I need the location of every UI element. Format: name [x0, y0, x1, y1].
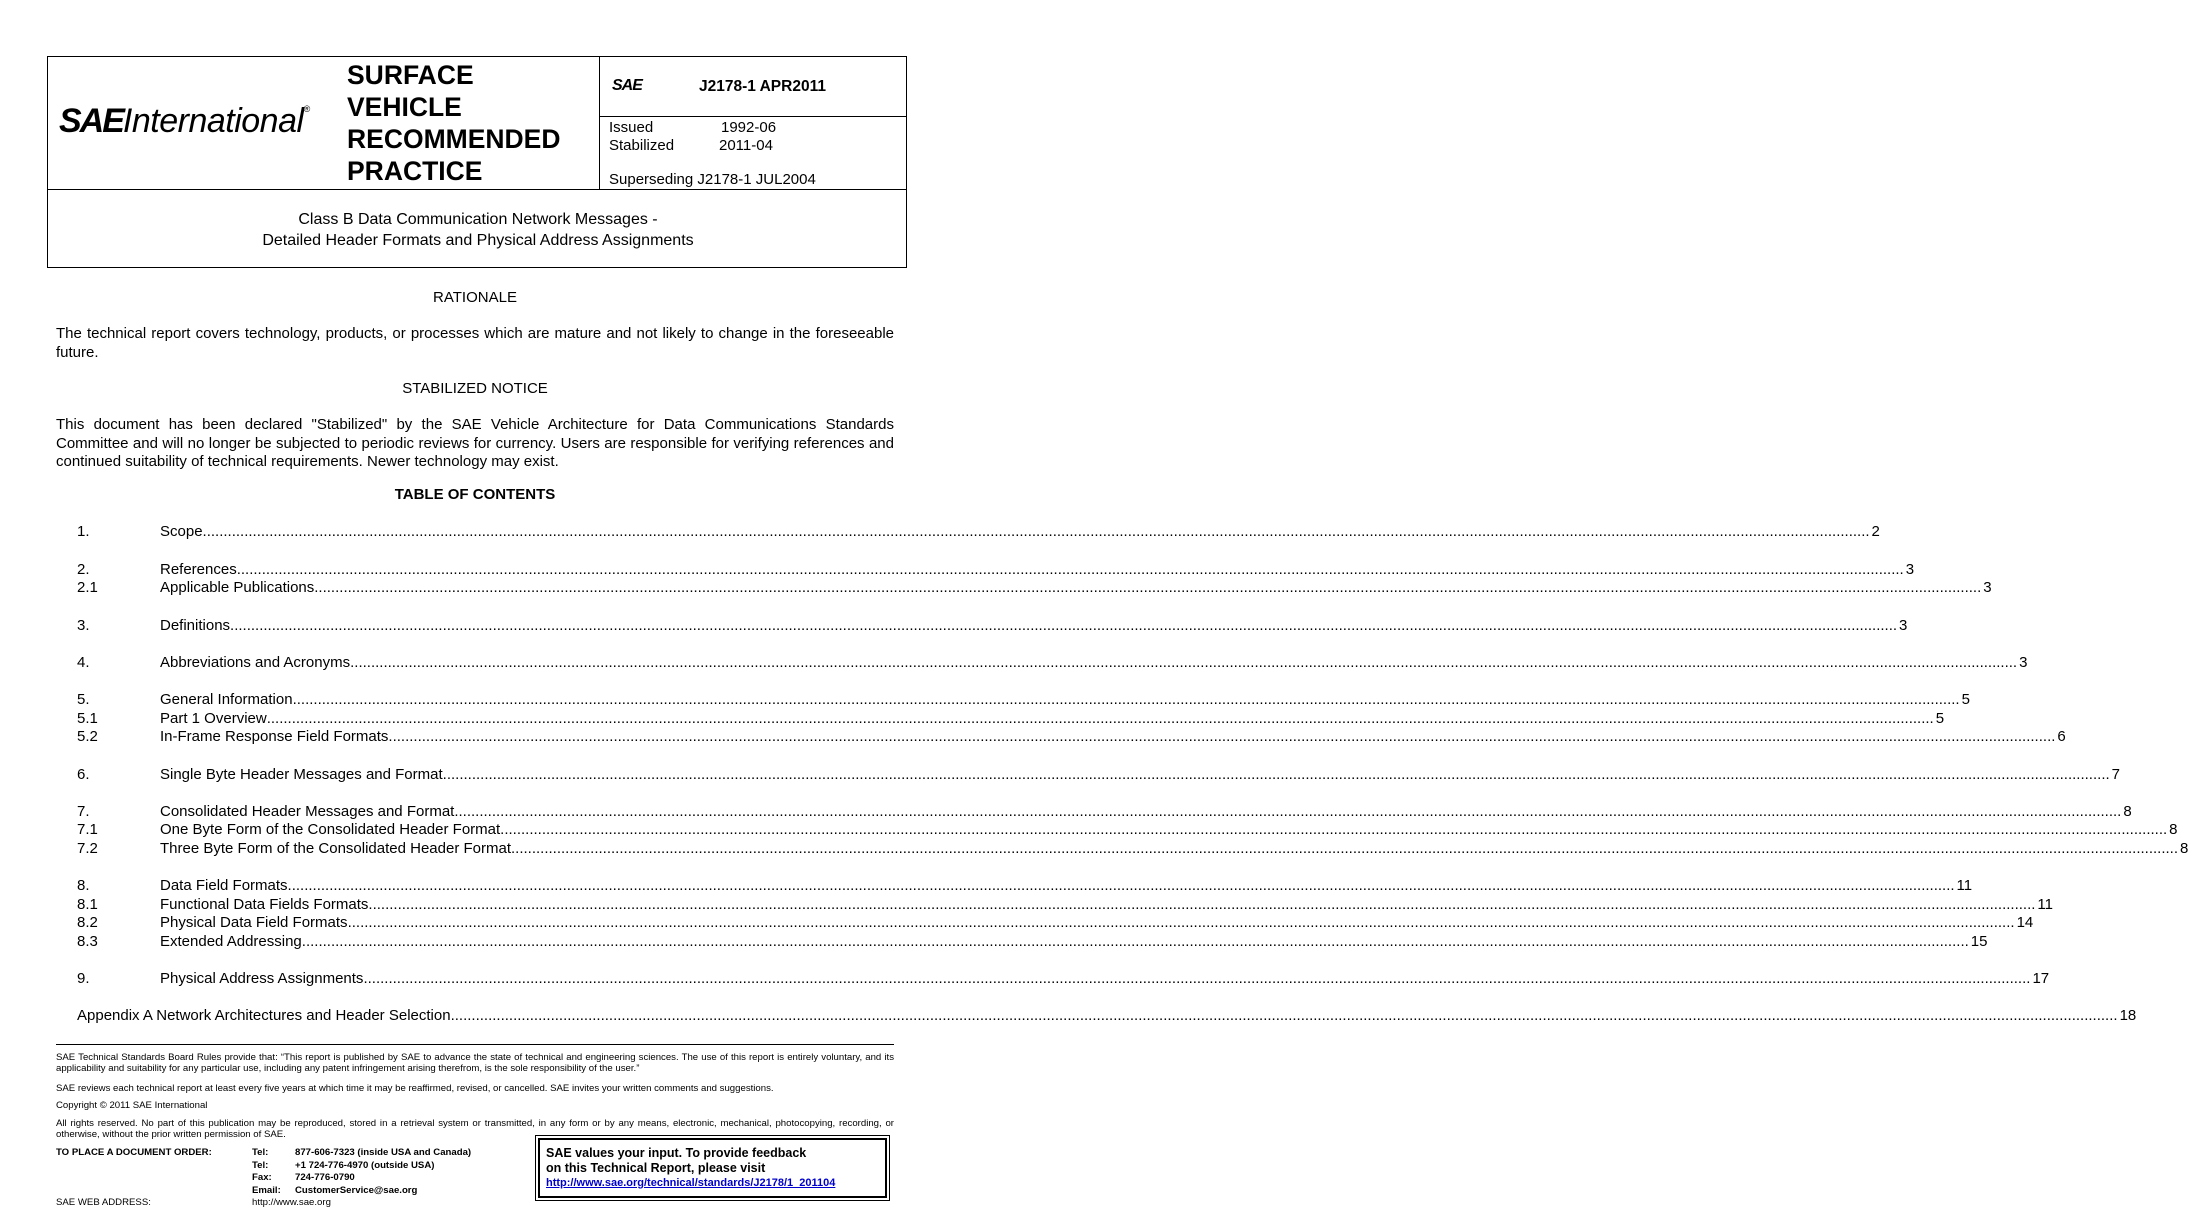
toc-title: Part 1 Overview	[160, 710, 267, 727]
toc-leader: ................................................................................................................................................................................................................................................................................................................................................................................................................	[287, 877, 1955, 894]
toc-entry[interactable]	[77, 523, 1880, 542]
toc-number: 5.1	[77, 710, 98, 727]
toc-title: Physical Address Assignments	[160, 970, 364, 987]
toc-page: 3	[2019, 654, 2028, 671]
toc-leader: ................................................................................................................................................................................................................................................................................................................................................................................................................	[450, 1007, 2118, 1024]
footer-rights: All rights reserved. No part of this publication may be reproduced, stored in a retrieval system or transmitted, in any form or by any means, electronic, mechanical, photocopying, recording, or otherwise, without the prior written permission of SAE.	[56, 1118, 894, 1140]
toc-number: 8.1	[77, 896, 98, 913]
toc-leader: ................................................................................................................................................................................................................................................................................................................................................................................................................	[442, 766, 2110, 783]
toc-title: Extended Addressing	[160, 933, 302, 950]
toc-heading: TABLE OF CONTENTS	[394, 486, 556, 503]
toc-leader: ................................................................................................................................................................................................................................................................................................................................................................................................................	[511, 840, 2178, 857]
toc-number: 7.	[77, 803, 90, 820]
footer-reviews: SAE reviews each technical report at least every five years at which time it may be reaffirmed, revised, or cancelled. SAE invites your written comments and suggestions.	[56, 1083, 774, 1094]
stabilized-label: Stabilized	[609, 137, 675, 154]
toc-title: Appendix A Network Architectures and Header Selection	[77, 1007, 451, 1024]
toc-title: Scope	[160, 523, 203, 540]
rationale-heading: RATIONALE	[433, 289, 517, 306]
stabilized-notice-heading: STABILIZED NOTICE	[402, 380, 548, 397]
tel-label: Tel:	[252, 1147, 269, 1158]
toc-title: Single Byte Header Messages and Format	[160, 766, 443, 783]
logo-international: International	[122, 102, 304, 140]
feedback-line1: SAE values your input. To provide feedback	[546, 1146, 807, 1160]
toc-number: 6.	[77, 766, 90, 783]
footer-separator	[56, 1044, 894, 1045]
toc-entry[interactable]	[77, 579, 1992, 598]
toc-entry[interactable]	[77, 970, 2050, 989]
toc-title: General Information	[160, 691, 293, 708]
rationale-body: The technical report covers technology, products, or processes which are mature and not likely to change in the foreseeable future.	[56, 325, 894, 361]
toc-leader: ................................................................................................................................................................................................................................................................................................................................................................................................................	[292, 691, 1960, 708]
issued-label: Issued	[609, 119, 654, 136]
toc-leader: ................................................................................................................................................................................................................................................................................................................................................................................................................	[347, 914, 2015, 931]
toc-leader: ................................................................................................................................................................................................................................................................................................................................................................................................................	[350, 654, 2018, 671]
feedback-link[interactable]: http://www.sae.org/technical/standards/J2178/1_201104	[546, 1177, 836, 1189]
feedback-box	[535, 1135, 890, 1201]
toc-leader: ................................................................................................................................................................................................................................................................................................................................................................................................................	[301, 933, 1969, 950]
toc-leader: ................................................................................................................................................................................................................................................................................................................................................................................................................	[368, 896, 2036, 913]
document-type: SURFACE VEHICLE RECOMMENDED PRACTICE	[347, 60, 561, 186]
tel-inside[interactable]: 877-606-7323 (inside USA and Canada)	[295, 1147, 472, 1158]
toc-leader: ................................................................................................................................................................................................................................................................................................................................................................................................................	[266, 710, 1934, 727]
tel-label-2: Tel:	[252, 1160, 269, 1171]
toc-leader: ................................................................................................................................................................................................................................................................................................................................................................................................................	[500, 821, 2168, 838]
toc-page: 2	[1871, 523, 1880, 540]
toc-leader: ................................................................................................................................................................................................................................................................................................................................................................................................................	[363, 970, 2031, 987]
toc-title: Three Byte Form of the Consolidated Header Format	[160, 840, 511, 857]
toc-title: Abbreviations and Acronyms	[160, 654, 351, 671]
document-number: J2178-1 APR2011	[699, 78, 826, 95]
toc-entry[interactable]	[77, 933, 1988, 952]
document-title-line1: Class B Data Communication Network Messages -	[298, 211, 658, 228]
toc-entry[interactable]	[77, 561, 1915, 580]
toc-title: In-Frame Response Field Formats	[160, 728, 389, 745]
stabilized-notice-body: This document has been declared "Stabilized" by the SAE Vehicle Architecture for Data Communications Standards Committee and will no longer be subjected to periodic reviews for currency. Users are responsible for verifying references and continued suitability of technical requirements. Newer technology may exist.	[56, 416, 894, 470]
document-title-line2: Detailed Header Formats and Physical Address Assignments	[262, 232, 694, 249]
toc-page: 5	[1961, 691, 1970, 708]
toc-entry[interactable]	[77, 896, 2053, 915]
web-link[interactable]: http://www.sae.org	[252, 1197, 331, 1208]
toc-page: 17	[2032, 970, 2050, 987]
fax-label: Fax:	[252, 1172, 272, 1183]
feedback-line2: on this Technical Report, please visit	[546, 1161, 766, 1175]
toc-page: 11	[2037, 896, 2053, 913]
issued-value: 1992-06	[721, 119, 777, 136]
logo-sae: SAE	[59, 102, 123, 140]
toc-entry[interactable]	[77, 803, 2132, 822]
footer-copyright: Copyright © 2011 SAE International	[56, 1100, 208, 1111]
toc-number: 2.1	[77, 579, 98, 596]
toc-title: Consolidated Header Messages and Format	[160, 803, 455, 820]
toc-number: 2.	[77, 561, 90, 578]
toc-entry[interactable]	[77, 766, 2120, 785]
toc-entry[interactable]	[77, 821, 2178, 840]
toc-title: One Byte Form of the Consolidated Header Format	[160, 821, 501, 838]
toc-number: 5.2	[77, 728, 98, 745]
toc-page: 18	[2119, 1007, 2137, 1024]
email-link[interactable]: CustomerService@sae.org	[295, 1185, 418, 1196]
toc-page: 8	[2180, 840, 2188, 857]
toc-page: 8	[2123, 803, 2132, 820]
toc-number: 3.	[77, 617, 90, 634]
logo-registered-mark: ®	[303, 104, 310, 114]
toc-title: Definitions	[160, 617, 231, 634]
toc-page: 3	[1983, 579, 1992, 596]
toc-entry-appendix[interactable]	[77, 1007, 2137, 1026]
toc-leader: ................................................................................................................................................................................................................................................................................................................................................................................................................	[236, 561, 1904, 578]
toc-entry[interactable]	[77, 914, 2034, 933]
toc-number: 1.	[77, 523, 90, 540]
web-label: SAE WEB ADDRESS:	[56, 1197, 151, 1208]
toc-page: 3	[1899, 617, 1908, 634]
toc-entry[interactable]	[77, 728, 2066, 747]
toc-entry[interactable]	[77, 654, 2028, 673]
toc-leader: ................................................................................................................................................................................................................................................................................................................................................................................................................	[230, 617, 1898, 634]
toc-page: 5	[1935, 710, 1945, 727]
toc-leader: ................................................................................................................................................................................................................................................................................................................................................................................................................	[202, 523, 1870, 540]
mini-sae-logo: SAE	[612, 77, 642, 94]
toc-number: 7.1	[77, 821, 98, 838]
toc-leader: ................................................................................................................................................................................................................................................................................................................................................................................................................	[314, 579, 1982, 596]
toc-page: 8	[2169, 821, 2178, 838]
toc-title: Data Field Formats	[160, 877, 288, 894]
toc-title: Functional Data Fields Formats	[160, 896, 369, 913]
toc-page: 15	[1970, 933, 1988, 950]
toc-page: 14	[2016, 914, 2034, 931]
stabilized-value: 2011-04	[719, 137, 773, 154]
toc-entry[interactable]	[77, 710, 1945, 729]
toc-number: 8.	[77, 877, 90, 894]
superseding-text: Superseding J2178-1 JUL2004	[609, 171, 816, 188]
toc-page: 3	[1905, 561, 1915, 578]
toc-entry[interactable]	[77, 877, 1973, 896]
toc-number: 8.3	[77, 933, 98, 950]
toc-page: 11	[1956, 877, 1973, 894]
toc-entry[interactable]	[77, 840, 2188, 859]
toc-entry[interactable]	[77, 617, 1908, 636]
toc-title: Applicable Publications	[160, 579, 315, 596]
tel-outside[interactable]: +1 724-776-4970 (outside USA)	[295, 1160, 435, 1171]
footer-rules: SAE Technical Standards Board Rules provide that: “This report is published by SAE to advance the state of technical and engineering sciences. The use of this report is entirely voluntary, and its applicability and suitability for any particular use, including any patent infringement arising therefrom, is the sole responsibility of the user.”	[56, 1052, 894, 1074]
toc-entry[interactable]	[77, 691, 1970, 710]
order-label: TO PLACE A DOCUMENT ORDER:	[56, 1147, 212, 1158]
toc-number: 7.2	[77, 840, 98, 857]
toc-number: 5.	[77, 691, 90, 708]
email-label: Email:	[252, 1185, 281, 1196]
fax-number: 724-776-0790	[295, 1172, 355, 1183]
toc-title: References	[160, 561, 237, 578]
toc-number: 8.2	[77, 914, 98, 931]
toc-page: 7	[2111, 766, 2120, 783]
toc-leader: ................................................................................................................................................................................................................................................................................................................................................................................................................	[454, 803, 2122, 820]
toc-number: 4.	[77, 654, 90, 671]
feedback-box-inner	[538, 1138, 887, 1198]
toc-leader: ................................................................................................................................................................................................................................................................................................................................................................................................................	[388, 728, 2056, 745]
toc-number: 9.	[77, 970, 90, 987]
toc-title: Physical Data Field Formats	[160, 914, 348, 931]
toc-page: 6	[2057, 728, 2066, 745]
